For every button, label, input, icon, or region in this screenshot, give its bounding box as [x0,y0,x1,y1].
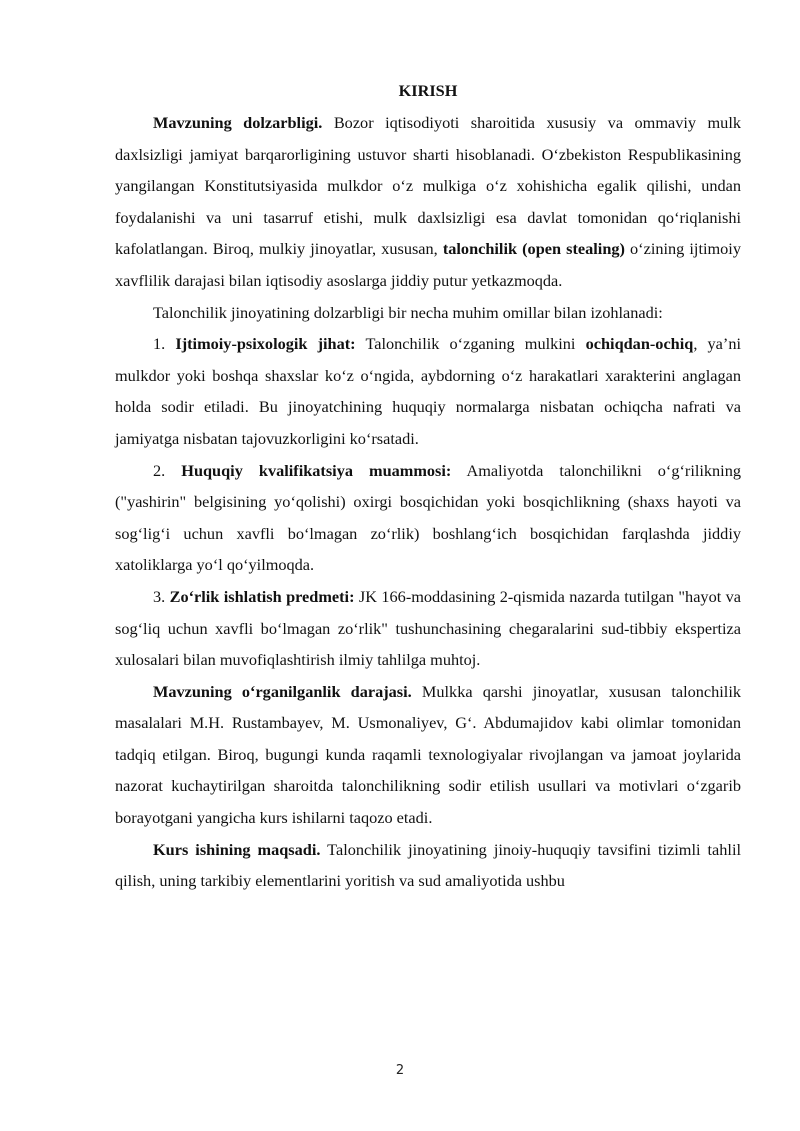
list-number: 2. [153,460,182,480]
paragraph-lead: Mavzuning o‘rganilganlik darajasi. [153,681,412,701]
paragraph-factors-intro: Talonchilik jinoyatining dolzarbligi bir necha muhim omillar bilan izohlanadi: [153,302,663,322]
list-item-text: JK 166-moddasining 2-qismida nazarda tutilgan "hayot va sog‘liq uchun xavfli bo‘lmagan zo‘rlik" tushunchasining chegaralarini sud-tibbiy ekspertiza xulosalari bilan muvofiqlashtirish ilmiy tahlilga muhtoj. [115,586,741,670]
bold-term: talonchilik (open stealing) [442,239,625,259]
paragraph-lead: Kurs ishining maqsadi. [153,839,321,859]
bold-term: ochiqdan-ochiq [585,334,694,354]
paragraph-text: o‘zining ijtimoiy xavflilik darajasi bilan iqtisodiy asoslarga jiddiy putur yetkazmoqda. [115,239,741,290]
paragraph-text: Talonchilik jinoyatining jinoiy-huquqiy tavsifini tizimli tahlil qilish, uning tarkibiy elementlarini yoritish va sud amaliyotida ushbu [115,839,741,891]
list-item-text: , ya’ni mulkdor yoki boshqa shaxslar ko‘z o‘ngida, aybdorning o‘z harakatlari xarakterini anglagan holda sodir etiladi. Bu jinoyatchining huquqiy normalarga nisbatan ochiqcha nafrati va jamiyatga nisbatan tajovuzkorligini ko‘rsatadi. [115,334,741,448]
list-item-text: Talonchilik o‘zganing mulkini [355,334,586,354]
page-content [115,75,741,897]
list-item-lead: Ijtimoiy-psixologik jihat: [175,334,356,354]
paragraph-text: Mulkka qarshi jinoyatlar, xususan talonchilik masalalari M.H. Rustambayev, M. Usmonaliyev, G‘. Abdumajidov kabi olimlar tomonidan tadqiq etilgan. Biroq, bugungi kunda raqamli texnologiyalar rivojlangan va jamoat joylarida nazorat kuchaytirilgan sharoitda talonchilikning sodir etilish usullari va motivlari o‘zgarib borayotgani yangicha kurs ishilarni taqozo etadi. [115,681,741,828]
paragraph-study-degree [115,676,741,834]
list-item-3 [115,581,741,676]
paragraph-text: Bozor iqtisodiyoti sharoitida xususiy va ommaviy mulk daxlsizligi jamiyat barqarorligining ustuvor sharti hisoblanadi. O‘zbekiston Respublikasining yangilangan Konstitutsiyasida mulkdor o‘z mulkiga o‘z xohishicha egalik qilishi, undan foydalanishi va uni tasarruf etishi, mulk daxlsizligi esa davlat tomonidan qo‘riqlanishi kafolatlangan. Biroq, mulkiy jinoyatlar, xususan, [115,113,741,259]
list-item-1 [115,328,741,454]
paragraph-purpose [115,834,741,897]
list-number: 1. [153,334,176,354]
paragraph-lead: Mavzuning dolzarbligi. [153,113,323,132]
section-title: KIRISH [398,81,458,100]
list-item-text: Amaliyotda talonchilikni o‘g‘rilikning ("yashirin" belgisining yo‘qolishi) oxirgi bosqichidan yoki bosqichlikning (shaxs hayoti va sog‘lig‘i uchun xavfli bo‘lmagan zo‘rlik) boshlang‘ich bosqichidan farqlashda jiddiy xatoliklarga yo‘l qo‘yilmoqda. [115,460,741,575]
list-item-2 [115,455,741,581]
list-number: 3. [153,586,170,606]
page-number: 2 [395,1063,405,1078]
paragraph-relevance [115,107,741,297]
list-item-lead: Huquqiy kvalifikatsiya muammosi: [181,460,452,480]
list-item-lead: Zo‘rlik ishlatish predmeti: [169,586,355,606]
